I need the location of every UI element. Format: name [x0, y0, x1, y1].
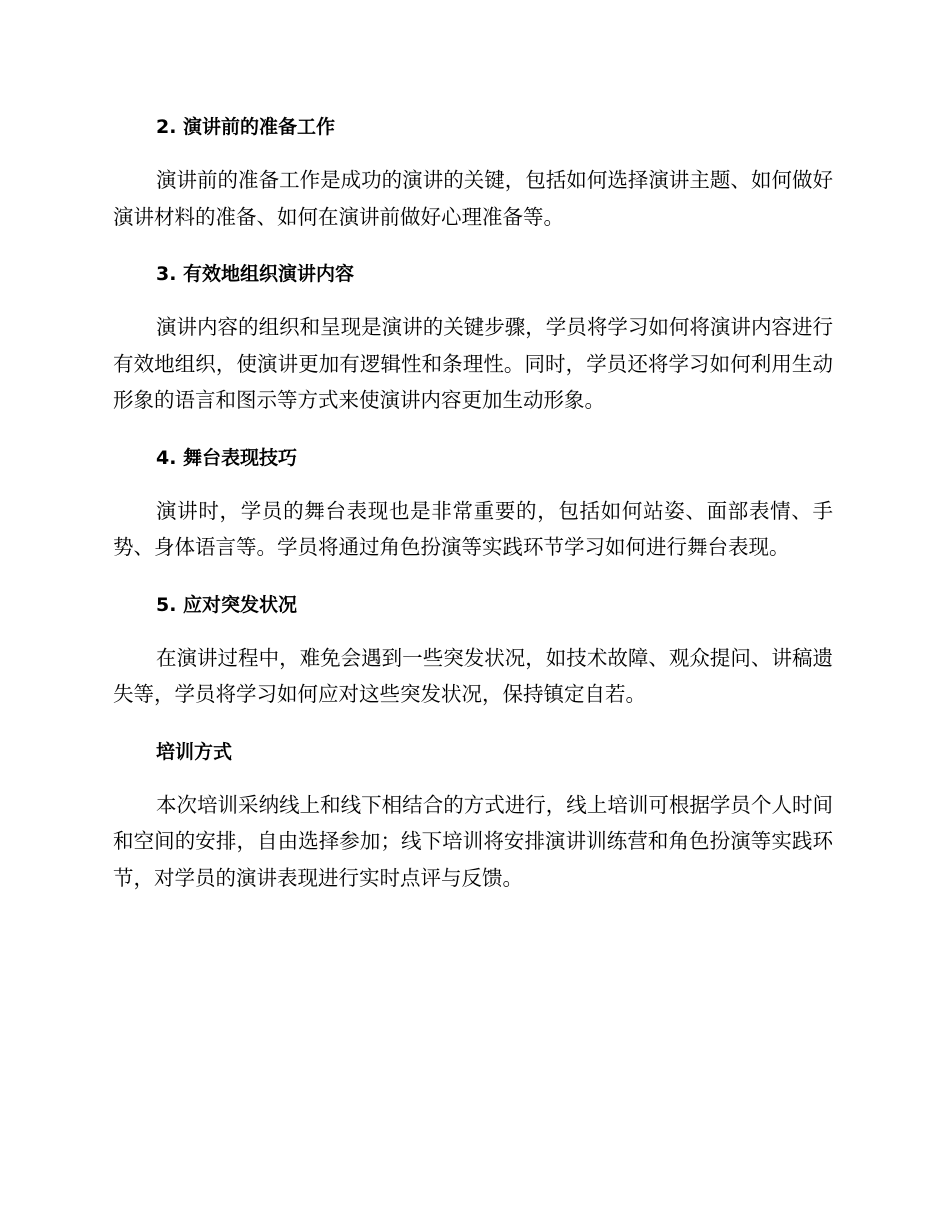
section-body-preparation: 演讲前的准备工作是成功的演讲的关键，包括如何选择演讲主题、如何做好演讲材料的准备、如何在演讲前做好心理准备等。	[113, 168, 833, 229]
section-heading-organize-content: 3. 有效地组织演讲内容	[156, 263, 355, 285]
section-body-training-method: 本次培训采纳线上和线下相结合的方式进行，线上培训可根据学员个人时间和空间的安排，自由选择参加；线下培训将安排演讲训练营和角色扮演等实践环节，对学员的演讲表现进行实时点评与反馈。	[113, 792, 833, 890]
section-heading-emergencies: 5. 应对突发状况	[156, 593, 298, 616]
document-content	[113, 109, 833, 917]
section-heading-stage-skills: 4. 舞台表现技巧	[156, 446, 298, 469]
section-heading-training-method: 培训方式	[156, 740, 233, 763]
section-body-organize-content: 演讲内容的组织和呈现是演讲的关键步骤，学员将学习如何将演讲内容进行有效地组织，使演讲更加有逻辑性和条理性。同时，学员还将学习如何利用生动形象的语言和图示等方式来使演讲内容更加生动形象。	[113, 315, 833, 412]
section-heading-preparation: 2. 演讲前的准备工作	[156, 116, 336, 138]
section-body-stage-skills: 演讲时，学员的舞台表现也是非常重要的，包括如何站姿、面部表情、手势、身体语言等。学员将通过角色扮演等实践环节学习如何进行舞台表现。	[113, 498, 833, 559]
section-body-emergencies: 在演讲过程中，难免会遇到一些突发状况，如技术故障、观众提问、讲稿遗失等，学员将学习如何应对这些突发状况，保持镇定自若。	[113, 645, 833, 706]
